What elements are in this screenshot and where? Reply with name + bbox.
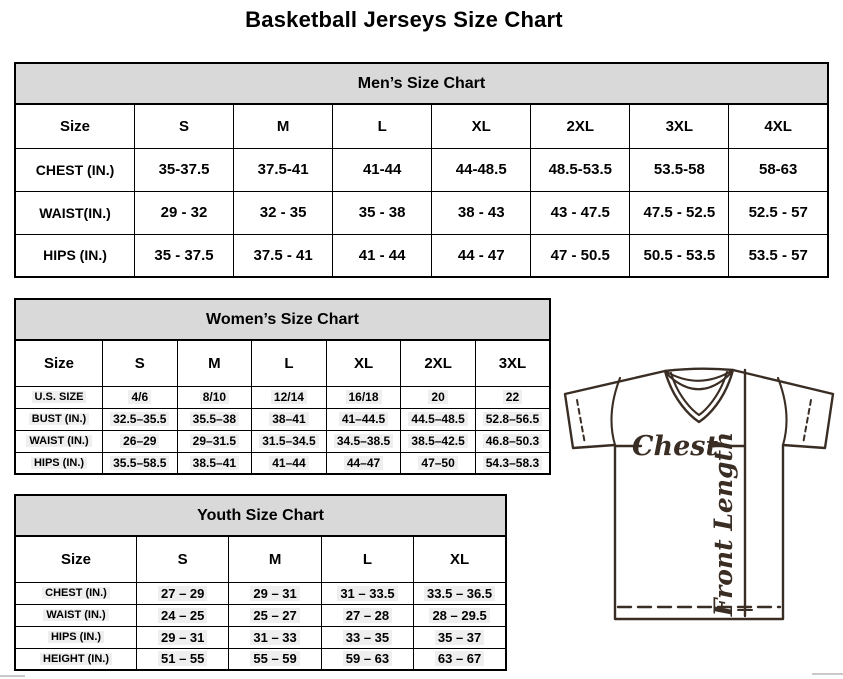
size-value-cell (229, 604, 321, 626)
mens-table-grid (14, 103, 829, 278)
column-header: M (229, 536, 321, 582)
highlighted-value: U.S. SIZE (32, 391, 87, 403)
size-value-cell (475, 386, 550, 408)
highlighted-value: 31.5–34.5 (259, 434, 318, 448)
highlighted-value: 63 – 67 (435, 651, 484, 666)
size-value-cell (252, 386, 327, 408)
size-value-cell: 48.5-53.5 (531, 148, 630, 191)
table-row (15, 582, 506, 604)
size-value-cell (414, 582, 506, 604)
row-label: CHEST (IN.) (15, 148, 135, 191)
size-value-cell (252, 452, 327, 474)
table-row (15, 191, 828, 234)
row-label (15, 582, 137, 604)
highlighted-value: 27 – 28 (343, 608, 392, 623)
highlighted-value: 16/18 (346, 390, 382, 404)
highlighted-value: 22 (503, 390, 522, 404)
highlighted-value: 34.5–38.5 (334, 434, 393, 448)
jersey-measurement-diagram (556, 358, 836, 626)
row-label (15, 604, 137, 626)
size-value-cell: 41 - 44 (333, 234, 432, 277)
youth-table-grid (14, 535, 507, 671)
highlighted-value: 35 – 37 (435, 630, 484, 645)
size-value-cell (229, 626, 321, 648)
size-header-cell: Size (15, 536, 137, 582)
mens-size-chart-section (14, 62, 829, 276)
highlighted-value: 29 – 31 (250, 586, 299, 601)
size-value-cell (252, 430, 327, 452)
highlighted-value: HIPS (IN.) (31, 457, 87, 469)
size-value-cell (229, 648, 321, 670)
jersey-outline (565, 369, 833, 619)
left-cuff-stitch-line (577, 400, 585, 444)
size-value-cell (326, 386, 401, 408)
right-cuff-stitch-line (803, 400, 811, 444)
size-value-cell: 32 - 35 (234, 191, 333, 234)
column-header: L (321, 536, 413, 582)
column-header: 2XL (531, 104, 630, 148)
size-value-cell: 50.5 - 53.5 (630, 234, 729, 277)
size-value-cell: 41-44 (333, 148, 432, 191)
size-value-cell: 44 - 47 (432, 234, 531, 277)
highlighted-value: 31 – 33 (250, 630, 299, 645)
row-label (15, 408, 103, 430)
highlighted-value: 33 – 35 (343, 630, 392, 645)
youth-size-chart-section (14, 494, 507, 670)
table-row (15, 234, 828, 277)
column-header: S (103, 340, 178, 386)
front-length-measurement-label: Front Length (709, 431, 738, 617)
size-value-cell (414, 626, 506, 648)
womens-table-grid (14, 339, 551, 475)
column-header: XL (432, 104, 531, 148)
mens-size-table (14, 103, 829, 278)
highlighted-value: 38.5–41 (190, 456, 239, 470)
table-row (15, 430, 550, 452)
highlighted-value: WAIST (IN.) (43, 609, 108, 621)
youth-chart-header: Youth Size Chart (14, 494, 507, 535)
womens-chart-header: Women’s Size Chart (14, 298, 551, 339)
highlighted-value: 31 – 33.5 (337, 586, 397, 601)
highlighted-value: 38.5–42.5 (408, 434, 467, 448)
column-header: 3XL (630, 104, 729, 148)
size-value-cell (321, 626, 413, 648)
youth-size-table (14, 535, 507, 671)
size-value-cell (401, 452, 476, 474)
size-value-cell (475, 452, 550, 474)
table-row (15, 626, 506, 648)
highlighted-value: 12/14 (271, 390, 307, 404)
highlighted-value: 41–44 (269, 456, 308, 470)
size-value-cell (137, 626, 229, 648)
highlighted-value: HIPS (IN.) (48, 631, 104, 643)
highlighted-value: 26–29 (120, 434, 159, 448)
highlighted-value: 24 – 25 (158, 608, 207, 623)
size-value-cell (401, 430, 476, 452)
size-value-cell (475, 408, 550, 430)
highlighted-value: 33.5 – 36.5 (424, 586, 495, 601)
size-value-cell (103, 430, 178, 452)
size-value-cell (326, 430, 401, 452)
column-header: 4XL (729, 104, 828, 148)
table-row (15, 148, 828, 191)
size-value-cell (177, 430, 252, 452)
highlighted-value: 59 – 63 (343, 651, 392, 666)
column-header: XL (414, 536, 506, 582)
size-header-cell: Size (15, 340, 103, 386)
highlighted-value: 32.5–35.5 (110, 412, 169, 426)
highlighted-value: 52.8–56.5 (483, 412, 542, 426)
right-sleeve-seam (778, 378, 787, 445)
size-value-cell: 35 - 38 (333, 191, 432, 234)
highlighted-value: 20 (428, 390, 447, 404)
highlighted-value: 35.5–58.5 (110, 456, 169, 470)
highlighted-value: CHEST (IN.) (42, 587, 110, 599)
size-value-cell (321, 582, 413, 604)
row-label (15, 626, 137, 648)
page-title: Basketball Jerseys Size Chart (245, 7, 563, 32)
table-row (15, 604, 506, 626)
highlighted-value: BUST (IN.) (29, 413, 89, 425)
column-header: M (177, 340, 252, 386)
size-value-cell: 35 - 37.5 (135, 234, 234, 277)
size-value-cell (177, 452, 252, 474)
size-value-cell: 47.5 - 52.5 (630, 191, 729, 234)
size-value-cell: 35-37.5 (135, 148, 234, 191)
womens-size-chart-section (14, 298, 551, 473)
highlighted-value: 29 – 31 (158, 630, 207, 645)
table-row (15, 648, 506, 670)
size-value-cell (103, 452, 178, 474)
size-value-cell (137, 648, 229, 670)
size-value-cell (401, 386, 476, 408)
row-label: HIPS (IN.) (15, 234, 135, 277)
highlighted-value: 27 – 29 (158, 586, 207, 601)
row-label (15, 430, 103, 452)
row-label (15, 386, 103, 408)
highlighted-value: 29–31.5 (190, 434, 239, 448)
chest-measurement-label: Chest (632, 431, 718, 462)
womens-size-table (14, 339, 551, 475)
size-value-cell (177, 386, 252, 408)
size-value-cell (177, 408, 252, 430)
size-value-cell: 37.5 - 41 (234, 234, 333, 277)
highlighted-value: 38–41 (269, 412, 308, 426)
highlighted-value: 46.8–50.3 (483, 434, 542, 448)
highlighted-value: 4/6 (128, 390, 151, 404)
size-value-cell (414, 604, 506, 626)
size-value-cell: 44-48.5 (432, 148, 531, 191)
scrollbar-fragment-right (812, 673, 843, 675)
size-value-cell (326, 452, 401, 474)
size-value-cell (326, 408, 401, 430)
highlighted-value: 44.5–48.5 (408, 412, 467, 426)
size-value-cell (137, 604, 229, 626)
mens-chart-header: Men’s Size Chart (14, 62, 829, 103)
size-value-cell: 58-63 (729, 148, 828, 191)
size-value-cell: 38 - 43 (432, 191, 531, 234)
column-header: 3XL (475, 340, 550, 386)
highlighted-value: 41–44.5 (339, 412, 388, 426)
highlighted-value: 44–47 (344, 456, 383, 470)
column-header: M (234, 104, 333, 148)
size-value-cell (475, 430, 550, 452)
highlighted-value: HEIGHT (IN.) (40, 653, 112, 665)
size-value-cell (252, 408, 327, 430)
left-sleeve-seam (611, 378, 620, 445)
column-header: XL (326, 340, 401, 386)
size-value-cell: 53.5 - 57 (729, 234, 828, 277)
table-row (15, 386, 550, 408)
highlighted-value: 28 – 29.5 (429, 608, 489, 623)
size-value-cell (321, 604, 413, 626)
highlighted-value: 47–50 (418, 456, 457, 470)
size-value-cell (103, 386, 178, 408)
highlighted-value: 55 – 59 (250, 651, 299, 666)
size-value-cell: 37.5-41 (234, 148, 333, 191)
size-value-cell (103, 408, 178, 430)
size-value-cell (401, 408, 476, 430)
size-header-cell: Size (15, 104, 135, 148)
column-header: L (252, 340, 327, 386)
column-header: S (137, 536, 229, 582)
highlighted-value: 25 – 27 (250, 608, 299, 623)
size-value-cell (229, 582, 321, 604)
highlighted-value: 54.3–58.3 (483, 456, 542, 470)
size-value-cell: 43 - 47.5 (531, 191, 630, 234)
column-header: L (333, 104, 432, 148)
size-value-cell: 29 - 32 (135, 191, 234, 234)
highlighted-value: WAIST (IN.) (26, 435, 91, 447)
size-value-cell: 53.5-58 (630, 148, 729, 191)
row-label: WAIST(IN.) (15, 191, 135, 234)
column-header: S (135, 104, 234, 148)
row-label (15, 452, 103, 474)
table-row (15, 408, 550, 430)
scrollbar-fragment-left (0, 675, 25, 677)
size-value-cell: 47 - 50.5 (531, 234, 630, 277)
size-value-cell: 52.5 - 57 (729, 191, 828, 234)
table-row (15, 452, 550, 474)
size-value-cell (321, 648, 413, 670)
highlighted-value: 51 – 55 (158, 651, 207, 666)
highlighted-value: 8/10 (200, 390, 229, 404)
row-label (15, 648, 137, 670)
highlighted-value: 35.5–38 (190, 412, 239, 426)
size-value-cell (137, 582, 229, 604)
column-header: 2XL (401, 340, 476, 386)
size-value-cell (414, 648, 506, 670)
